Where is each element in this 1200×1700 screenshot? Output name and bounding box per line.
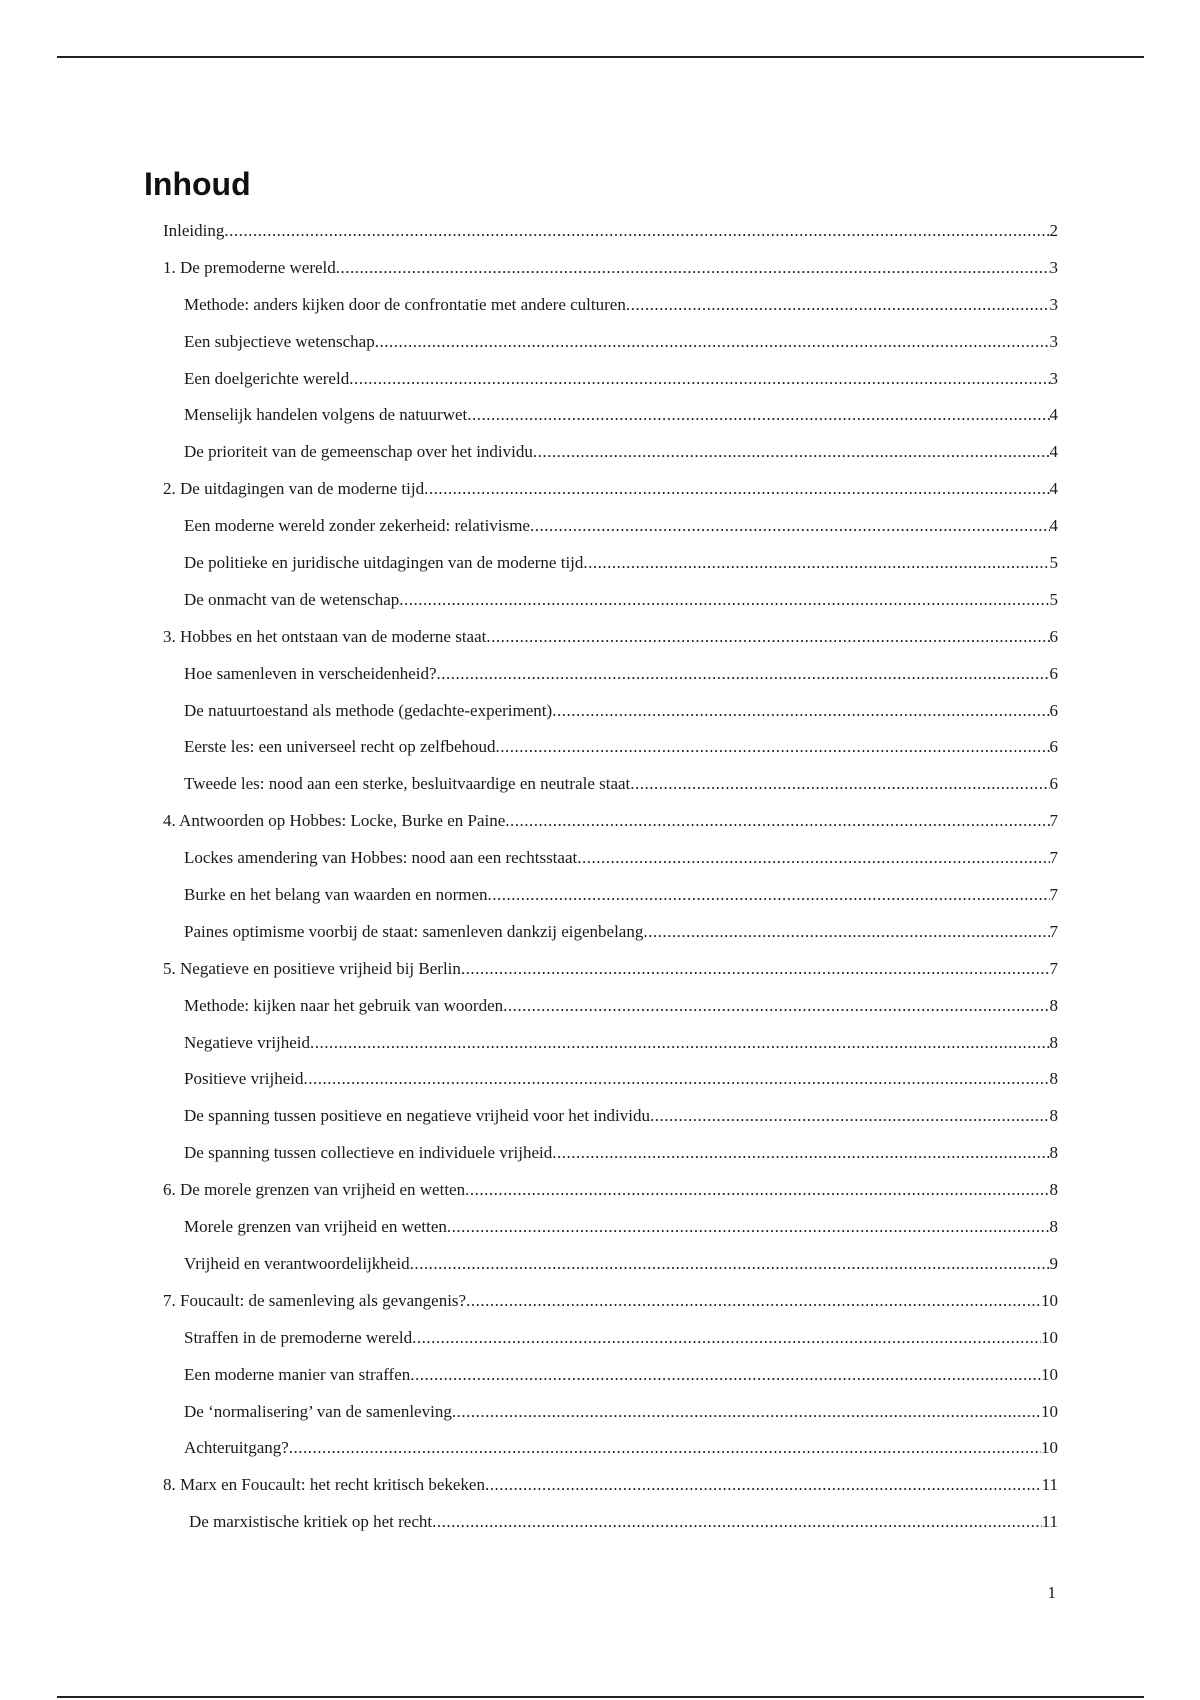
- toc-dot-leader: [410, 1253, 1050, 1275]
- toc-entry-title: Methode: kijken naar het gebruik van woorden: [184, 995, 504, 1015]
- toc-entry-title: Methode: anders kijken door de confrontatie met andere culturen: [184, 294, 626, 314]
- toc-entry-page: 8: [1049, 1069, 1058, 1089]
- toc-dot-leader: [289, 1437, 1041, 1459]
- toc-entry-page: 11: [1041, 1512, 1058, 1532]
- toc-dot-leader: [552, 1142, 1049, 1164]
- toc-entry-title: Menselijk handelen volgens de natuurwet: [184, 405, 468, 425]
- toc-dot-leader: [461, 958, 1050, 980]
- toc-dot-leader: [447, 1216, 1050, 1238]
- toc-entry[interactable]: [163, 1142, 1058, 1179]
- toc-entry-title: De spanning tussen positieve en negatieve vrijheid voor het individu: [184, 1106, 650, 1126]
- toc-entry-page: 8: [1049, 1180, 1058, 1200]
- toc-entry[interactable]: [163, 1216, 1058, 1253]
- toc-entry[interactable]: [163, 331, 1058, 368]
- toc-entry-title: Lockes amendering van Hobbes: nood aan een rechtsstaat: [184, 848, 578, 868]
- toc-entry-title: Straffen in de premoderne wereld: [184, 1327, 413, 1347]
- toc-dot-leader: [485, 1474, 1042, 1496]
- toc-entry[interactable]: [163, 404, 1058, 441]
- toc-entry-page: 7: [1049, 885, 1058, 905]
- toc-entry-title: Een doelgerichte wereld: [184, 368, 350, 388]
- toc-entry-title: Hoe samenleven in verscheidenheid?: [184, 663, 437, 683]
- toc-entry-title: Een moderne manier van straffen: [184, 1364, 411, 1384]
- toc-dot-leader: [466, 1290, 1041, 1312]
- toc-dot-leader: [630, 773, 1049, 795]
- toc-dot-leader: [533, 441, 1050, 463]
- toc-entry[interactable]: [163, 700, 1058, 737]
- table-of-contents: [163, 220, 1058, 1548]
- toc-entry[interactable]: [163, 1105, 1058, 1142]
- toc-dot-leader: [552, 700, 1049, 722]
- toc-entry-page: 4: [1049, 516, 1058, 536]
- toc-entry[interactable]: [163, 1290, 1058, 1327]
- toc-dot-leader: [488, 884, 1050, 906]
- toc-entry[interactable]: [163, 773, 1058, 810]
- toc-entry-page: 6: [1049, 774, 1058, 794]
- toc-entry[interactable]: [163, 1474, 1058, 1511]
- toc-dot-leader: [583, 552, 1049, 574]
- toc-entry-title: 1. De premoderne wereld: [163, 257, 336, 277]
- toc-entry[interactable]: [163, 257, 1058, 294]
- toc-entry[interactable]: [163, 1068, 1058, 1105]
- toc-entry-title: Achteruitgang?: [184, 1438, 289, 1458]
- toc-entry-title: Een moderne wereld zonder zekerheid: relativisme: [184, 516, 530, 536]
- toc-entry[interactable]: [163, 294, 1058, 331]
- toc-entry[interactable]: [163, 1364, 1058, 1401]
- toc-entry-page: 3: [1049, 368, 1058, 388]
- toc-entry-title: 8. Marx en Foucault: het recht kritisch bekeken: [163, 1475, 485, 1495]
- toc-dot-leader: [412, 1327, 1041, 1349]
- toc-entry-title: De politieke en juridische uitdagingen van de moderne tijd: [184, 553, 584, 573]
- toc-entry[interactable]: [163, 478, 1058, 515]
- toc-entry-title: 5. Negatieve en positieve vrijheid bij Berlin: [163, 958, 461, 978]
- toc-entry-page: 6: [1049, 663, 1058, 683]
- toc-entry[interactable]: [163, 1327, 1058, 1364]
- toc-entry-title: De onmacht van de wetenschap: [184, 589, 400, 609]
- toc-dot-leader: [452, 1401, 1041, 1423]
- toc-entry[interactable]: [163, 958, 1058, 995]
- toc-entry-page: 7: [1049, 848, 1058, 868]
- toc-entry-title: De ‘normalisering’ van de samenleving: [184, 1401, 452, 1421]
- toc-dot-leader: [437, 663, 1050, 685]
- toc-entry-title: Vrijheid en verantwoordelijkheid: [184, 1253, 410, 1273]
- toc-entry-page: 6: [1049, 626, 1058, 646]
- toc-entry-page: 10: [1041, 1290, 1058, 1310]
- toc-entry-page: 11: [1041, 1475, 1058, 1495]
- toc-entry-title: Eerste les: een universeel recht op zelfbehoud: [184, 737, 496, 757]
- toc-entry[interactable]: [163, 847, 1058, 884]
- toc-dot-leader: [530, 515, 1050, 537]
- toc-entry-page: 4: [1049, 479, 1058, 499]
- toc-entry-title: De natuurtoestand als methode (gedachte-experiment): [184, 700, 553, 720]
- toc-entry[interactable]: [163, 810, 1058, 847]
- toc-entry[interactable]: [163, 736, 1058, 773]
- toc-dot-leader: [486, 626, 1049, 648]
- toc-entry-page: 6: [1049, 737, 1058, 757]
- toc-entry-title: 7. Foucault: de samenleving als gevangenis?: [163, 1290, 467, 1310]
- toc-entry-title: 6. De morele grenzen van vrijheid en wetten: [163, 1180, 466, 1200]
- toc-entry-page: 7: [1049, 958, 1058, 978]
- toc-entry[interactable]: [163, 995, 1058, 1032]
- toc-entry-title: De spanning tussen collectieve en individuele vrijheid: [184, 1143, 553, 1163]
- toc-entry[interactable]: [163, 884, 1058, 921]
- toc-dot-leader: [496, 736, 1050, 758]
- toc-entry-page: 10: [1041, 1438, 1058, 1458]
- toc-entry-title: Paines optimisme voorbij de staat: samenleven dankzij eigenbelang: [184, 921, 644, 941]
- toc-entry[interactable]: [163, 515, 1058, 552]
- toc-dot-leader: [432, 1511, 1042, 1533]
- toc-entry-title: 4. Antwoorden op Hobbes: Locke, Burke en Paine: [163, 811, 506, 831]
- toc-dot-leader: [503, 995, 1049, 1017]
- page-number: 1: [1047, 1583, 1056, 1602]
- toc-entry-page: 10: [1041, 1364, 1058, 1384]
- toc-entry[interactable]: [163, 368, 1058, 405]
- toc-entry-page: 5: [1049, 589, 1058, 609]
- toc-entry[interactable]: [163, 220, 1058, 257]
- toc-entry[interactable]: [163, 1437, 1058, 1474]
- toc-entry[interactable]: [163, 921, 1058, 958]
- bottom-rule: [57, 1696, 1144, 1698]
- toc-dot-leader: [349, 368, 1049, 390]
- toc-entry-title: Tweede les: nood aan een sterke, besluitvaardige en neutrale staat: [184, 774, 631, 794]
- toc-dot-leader: [577, 847, 1049, 869]
- toc-dot-leader: [399, 589, 1049, 611]
- toc-dot-leader: [650, 1105, 1050, 1127]
- toc-entry[interactable]: [163, 1401, 1058, 1438]
- toc-entry-page: 8: [1049, 995, 1058, 1015]
- toc-entry-page: 7: [1049, 811, 1058, 831]
- toc-dot-leader: [626, 294, 1050, 316]
- toc-dot-leader: [465, 1179, 1049, 1201]
- toc-entry-page: 7: [1049, 921, 1058, 941]
- toc-entry-page: 4: [1049, 405, 1058, 425]
- toc-entry-title: Burke en het belang van waarden en normen: [184, 885, 488, 905]
- toc-dot-leader: [224, 220, 1049, 242]
- toc-entry[interactable]: [163, 589, 1058, 626]
- toc-entry-page: 8: [1049, 1143, 1058, 1163]
- toc-entry[interactable]: [163, 1179, 1058, 1216]
- toc-entry-page: 3: [1049, 257, 1058, 277]
- toc-dot-leader: [643, 921, 1049, 943]
- toc-entry-title: Negatieve vrijheid: [184, 1032, 311, 1052]
- toc-entry-page: 6: [1049, 700, 1058, 720]
- toc-entry-page: 10: [1041, 1401, 1058, 1421]
- toc-entry-title: Een subjectieve wetenschap: [184, 331, 375, 351]
- toc-entry-page: 3: [1049, 331, 1058, 351]
- top-rule: [57, 56, 1144, 58]
- toc-entry-title: De marxistische kritiek op het recht: [189, 1512, 433, 1532]
- toc-entry-page: 3: [1049, 294, 1058, 314]
- toc-entry[interactable]: [163, 1253, 1058, 1290]
- toc-dot-leader: [336, 257, 1050, 279]
- toc-dot-leader: [310, 1032, 1049, 1054]
- toc-entry[interactable]: [163, 441, 1058, 478]
- toc-entry-title: Morele grenzen van vrijheid en wetten: [184, 1217, 447, 1237]
- toc-entry-page: 10: [1041, 1327, 1058, 1347]
- toc-entry[interactable]: [163, 552, 1058, 589]
- toc-entry[interactable]: [163, 663, 1058, 700]
- toc-entry-page: 9: [1049, 1253, 1058, 1273]
- toc-dot-leader: [375, 331, 1050, 353]
- toc-entry-title: Inleiding: [163, 221, 225, 240]
- toc-entry-title: De prioriteit van de gemeenschap over het individu: [184, 442, 533, 462]
- toc-dot-leader: [505, 810, 1049, 832]
- toc-entry-page: 8: [1049, 1106, 1058, 1126]
- toc-entry-page: 8: [1049, 1217, 1058, 1237]
- toc-entry[interactable]: [163, 1511, 1058, 1548]
- toc-entry-title: Positieve vrijheid: [184, 1069, 304, 1089]
- toc-entry-page: 4: [1049, 442, 1058, 462]
- toc-dot-leader: [410, 1364, 1041, 1386]
- toc-entry-page: 5: [1049, 553, 1058, 573]
- toc-dot-leader: [303, 1068, 1049, 1090]
- toc-entry-title: 3. Hobbes en het ontstaan van de moderne staat: [163, 626, 487, 646]
- toc-entry[interactable]: [163, 1032, 1058, 1069]
- toc-entry-page: 2: [1049, 221, 1058, 240]
- toc-entry[interactable]: [163, 626, 1058, 663]
- toc-entry-page: 8: [1049, 1032, 1058, 1052]
- toc-entry-title: 2. De uitdagingen van de moderne tijd: [163, 479, 425, 499]
- page-title: Inhoud: [144, 166, 251, 202]
- toc-dot-leader: [424, 478, 1049, 500]
- toc-dot-leader: [467, 404, 1049, 426]
